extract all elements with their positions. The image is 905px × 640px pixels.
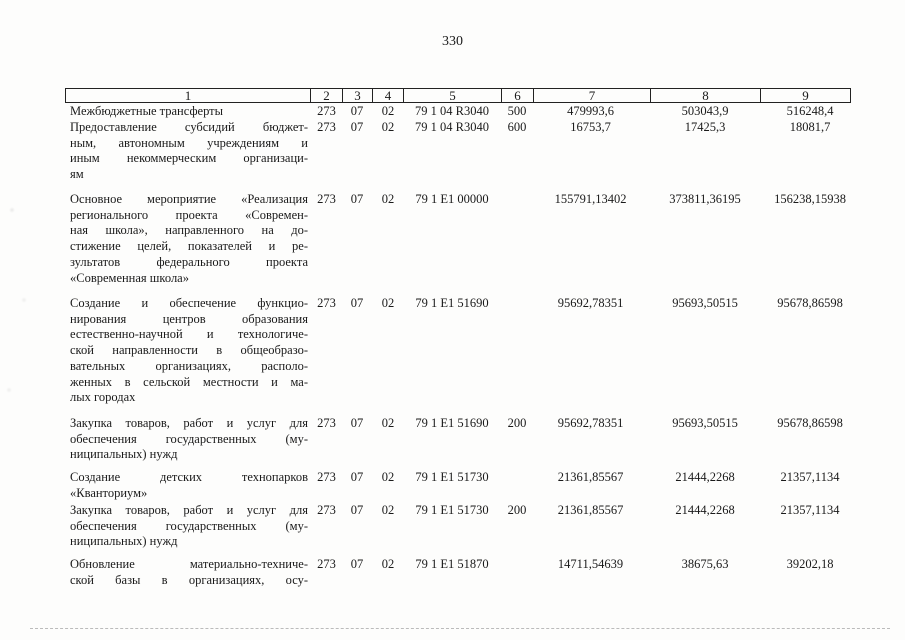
description-line: Межбюджетные трансферты [70, 104, 224, 118]
description-line: регионального проекта «Современ- [70, 207, 308, 222]
cell-col-2: 273 [317, 557, 336, 571]
cell-col-5: 79 1 E1 51730 [415, 503, 489, 517]
cell-col-4: 02 [381, 470, 395, 484]
cell-col-4: 02 [381, 120, 395, 134]
cell-col-7: 479993,6 [567, 104, 614, 118]
cell-col-8: 95693,50515 [672, 296, 738, 310]
cell-col-5: 79 1 E1 51730 [415, 470, 489, 484]
cell-col-4: 02 [381, 104, 395, 118]
description-line: ской направленности в общеобразо- [70, 343, 308, 358]
cell-col-5: 79 1 04 R3040 [415, 104, 489, 118]
cell-col-3: 07 [350, 416, 364, 430]
description-line: «Современная школа» [70, 270, 189, 285]
description-line: Обновление материально-техниче- [70, 557, 308, 571]
page-number: 330 [442, 34, 463, 49]
row-description [70, 104, 308, 120]
cell-col-5: 79 1 E1 51690 [415, 416, 489, 430]
cell-col-4: 02 [381, 296, 395, 310]
description-line: стижение целей, показателей и ре- [70, 239, 308, 254]
cell-col-7: 16753,7 [570, 120, 611, 134]
cell-col-3: 07 [350, 557, 364, 571]
cell-col-8: 21444,2268 [675, 503, 735, 517]
cell-col-9: 39202,18 [786, 557, 834, 571]
description-line: Создание детских технопарков [70, 470, 308, 484]
header-col-9: 9 [802, 88, 809, 103]
cell-col-5: 79 1 E1 51690 [415, 296, 489, 310]
header-col-8: 8 [651, 89, 761, 102]
header-col-6: 6 [502, 89, 534, 102]
description-line: обеспечения государственных (му- [70, 518, 308, 533]
cell-col-9: 21357,1134 [780, 503, 840, 517]
scan-artifacts [0, 180, 60, 480]
description-line: ниципальных) нужд [70, 447, 178, 462]
cell-col-7: 14711,54639 [557, 557, 624, 571]
cell-col-2: 273 [317, 120, 336, 134]
cell-col-4: 02 [381, 557, 395, 571]
row-description [70, 296, 308, 406]
cell-col-2: 273 [317, 416, 336, 430]
description-line: нирования центров образования [70, 311, 308, 326]
cell-col-9: 18081,7 [789, 120, 831, 134]
cell-col-3: 07 [350, 192, 364, 206]
description-line: иным некоммерческим организаци- [70, 151, 308, 166]
header-col-3: 3 [343, 89, 373, 102]
cell-col-6: 200 [507, 416, 527, 430]
description-line: ниципальных) нужд [70, 534, 178, 549]
row-description [70, 503, 308, 550]
cell-col-2: 273 [317, 470, 336, 484]
description-line: ная школа», направленного на до- [70, 223, 308, 238]
cell-col-5: 79 1 E1 00000 [415, 192, 489, 206]
cell-col-7: 21361,85567 [557, 470, 624, 484]
cell-col-2: 273 [317, 296, 336, 310]
cell-col-5: 79 1 E1 51870 [415, 557, 489, 571]
description-line: ям [70, 167, 84, 182]
cell-col-6: 200 [507, 503, 527, 517]
table-header-row [65, 88, 851, 103]
cell-col-2: 273 [317, 192, 336, 206]
row-description [70, 120, 308, 183]
header-col-2: 2 [311, 89, 343, 102]
cell-col-8: 95693,50515 [672, 416, 738, 430]
description-line: Основное мероприятие «Реализация [70, 192, 308, 206]
cell-col-4: 02 [381, 416, 395, 430]
description-line: Предоставление субсидий бюджет- [70, 120, 308, 134]
cell-col-9: 516248,4 [786, 104, 834, 118]
cell-col-8: 21444,2268 [675, 470, 735, 484]
cell-col-9: 21357,1134 [780, 470, 840, 484]
row-description [70, 192, 308, 286]
header-col-4: 4 [373, 89, 404, 102]
cell-col-2: 273 [317, 503, 336, 517]
cell-col-7: 95692,78351 [557, 416, 624, 430]
description-line: естественно-научной и технологиче- [70, 327, 308, 342]
description-line: Закупка товаров, работ и услуг для [70, 503, 308, 517]
description-line: обеспечения государственных (му- [70, 431, 308, 446]
cell-col-4: 02 [381, 503, 395, 517]
cell-col-3: 07 [350, 503, 364, 517]
description-line: ской базы в организациях, осу- [70, 572, 308, 587]
cell-col-6: 600 [507, 120, 527, 134]
header-col-1: 1 [66, 89, 311, 102]
cell-col-6: 500 [507, 104, 527, 118]
cell-col-5: 79 1 04 R3040 [415, 120, 489, 134]
cell-col-3: 07 [350, 120, 364, 134]
description-line: Создание и обеспечение функцио- [70, 296, 308, 310]
cell-col-3: 07 [350, 296, 364, 310]
description-line: вательных организациях, располо- [70, 358, 308, 373]
row-description [70, 416, 308, 463]
row-description [70, 470, 308, 501]
description-line: зультатов федерального проекта [70, 254, 308, 269]
cell-col-8: 38675,63 [681, 557, 729, 571]
header-col-5: 5 [404, 89, 502, 102]
cell-col-9: 95678,86598 [777, 296, 843, 310]
header-col-7: 7 [534, 89, 651, 102]
cell-col-9: 95678,86598 [777, 416, 843, 430]
cell-col-7: 155791,13402 [554, 192, 627, 206]
cell-col-7: 95692,78351 [557, 296, 624, 310]
description-line: ным, автономным учреждениям и [70, 135, 308, 150]
cell-col-7: 21361,85567 [557, 503, 624, 517]
cell-col-3: 07 [350, 470, 364, 484]
cell-col-2: 273 [317, 104, 336, 118]
cell-col-8: 373811,36195 [669, 192, 741, 206]
description-line: Закупка товаров, работ и услуг для [70, 416, 308, 430]
cell-col-4: 02 [381, 192, 395, 206]
description-line: «Кванториум» [70, 485, 148, 500]
description-line: лых городах [70, 390, 136, 405]
cell-col-3: 07 [350, 104, 364, 118]
cell-col-9: 156238,15938 [774, 192, 846, 206]
row-description [70, 557, 308, 588]
description-line: женных в сельской местности и ма- [70, 374, 308, 389]
cell-col-8: 503043,9 [681, 104, 729, 118]
cell-col-8: 17425,3 [684, 120, 726, 134]
scan-bottom-edge [30, 628, 890, 629]
